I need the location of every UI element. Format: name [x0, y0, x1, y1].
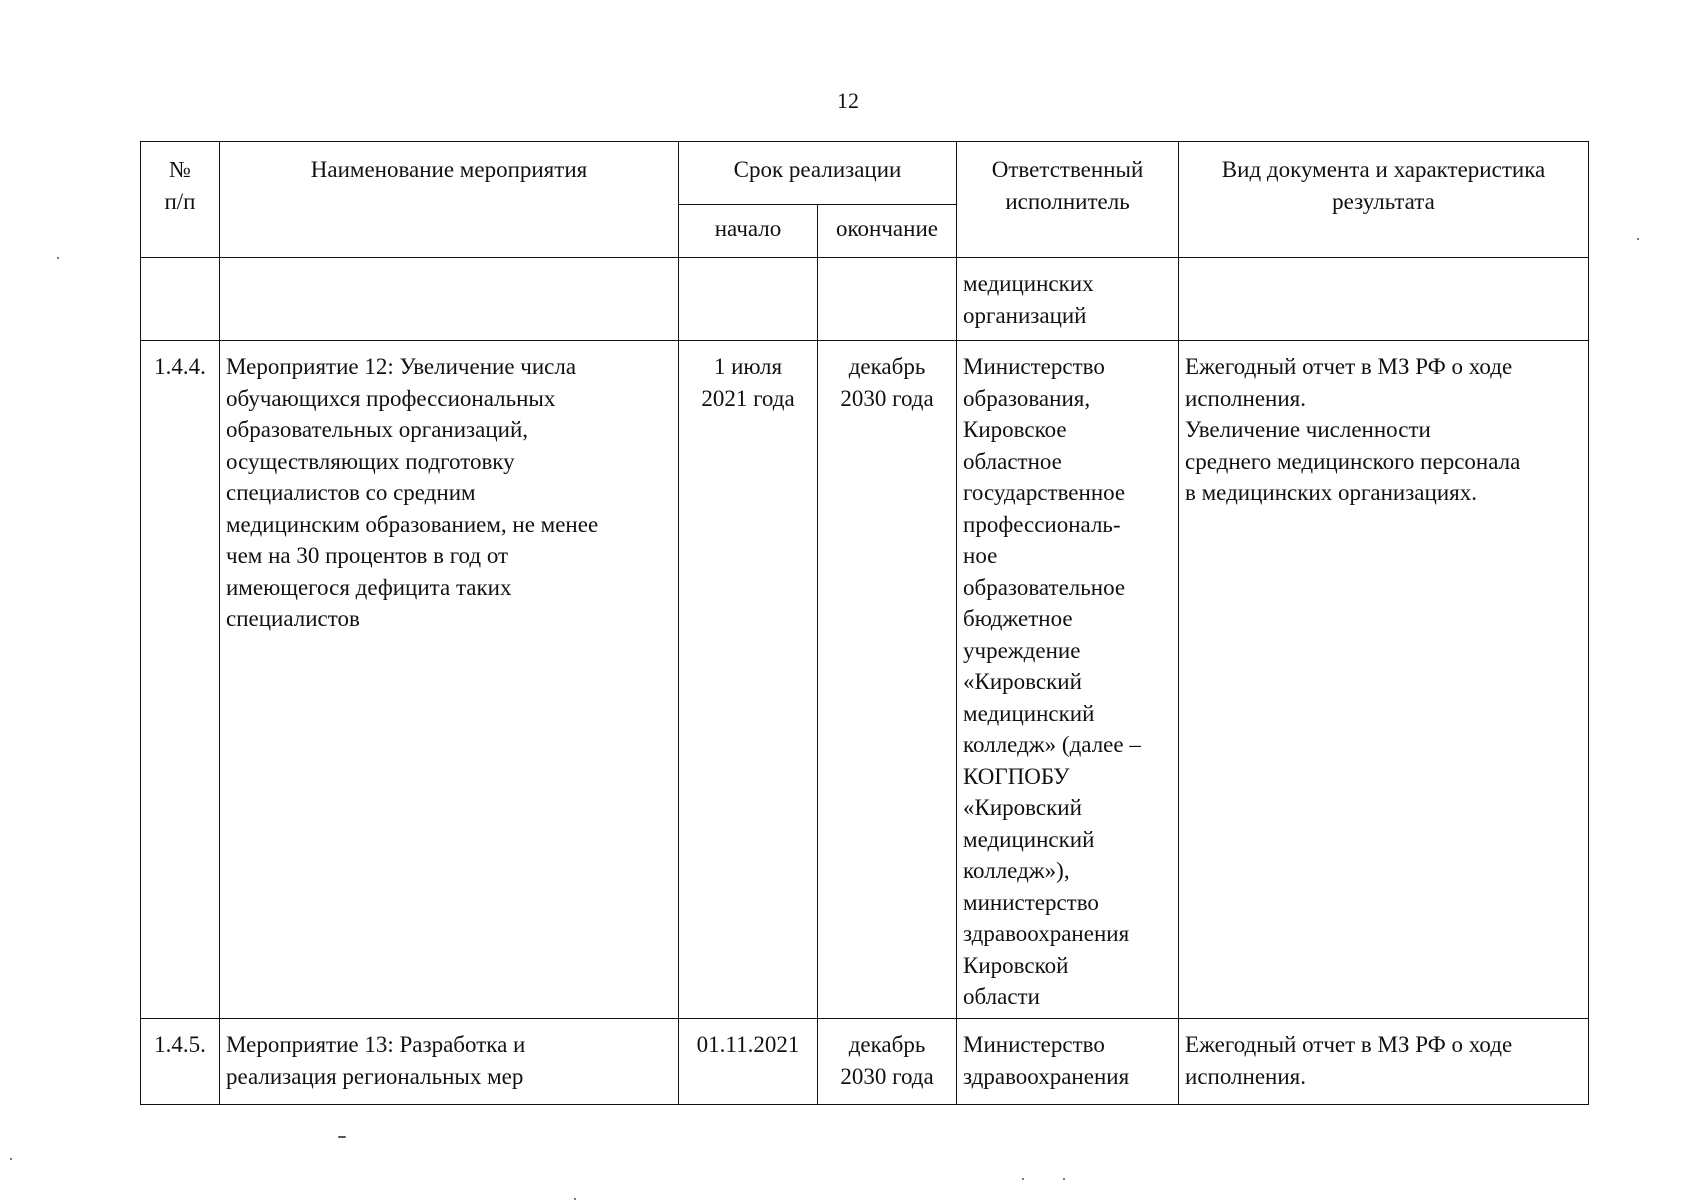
row-result	[1179, 258, 1589, 341]
table-row	[141, 258, 1589, 341]
row-name: Мероприятие 12: Увеличение числа обучающихся профессиональных образовательных организаций, осуществляющих подготовку специалистов со средним медицинским образованием, не менее чем на 30 процентов в год от имеющегося дефицита таких специалистов	[220, 341, 679, 1019]
header-end: окончание	[818, 205, 957, 258]
row-result: Ежегодный отчет в МЗ РФ о ходе исполнения.	[1179, 1019, 1589, 1105]
header-name: Наименование мероприятия	[220, 142, 679, 258]
row-responsible: Министерство здравоохранения	[957, 1019, 1179, 1105]
row-start	[679, 258, 818, 341]
header-row-1	[141, 142, 1589, 205]
page-number: 12	[837, 88, 859, 113]
header-result: Вид документа и характеристика результата	[1179, 142, 1589, 258]
scan-speck	[10, 1158, 12, 1160]
header-start: начало	[679, 205, 818, 258]
table-row	[141, 341, 1589, 1019]
scan-speck	[1022, 1178, 1024, 1180]
row-start: 1 июля 2021 года	[679, 341, 818, 1019]
header-period: Срок реализации	[679, 142, 957, 205]
row-start: 01.11.2021	[679, 1019, 818, 1105]
row-end	[818, 258, 957, 341]
table-row	[141, 1019, 1589, 1105]
measures-table	[140, 141, 1589, 1105]
header-responsible: Ответственный исполнитель	[957, 142, 1179, 258]
row-responsible: медицинских организаций	[957, 258, 1179, 341]
row-name	[220, 258, 679, 341]
scan-speck	[1637, 238, 1639, 240]
row-name: Мероприятие 13: Разработка и реализация региональных мер	[220, 1019, 679, 1105]
row-result: Ежегодный отчет в МЗ РФ о ходе исполнения. Увеличение численности среднего медицинского персонала в медицинских организациях.	[1179, 341, 1589, 1019]
scan-speck	[1063, 1178, 1065, 1180]
row-num: 1.4.4.	[141, 341, 220, 1019]
scan-speck	[57, 257, 59, 259]
header-num: № п/п	[141, 142, 220, 258]
row-num: 1.4.5.	[141, 1019, 220, 1105]
row-num	[141, 258, 220, 341]
row-responsible: Министерство образования, Кировское областное государственное профессиональ- ное образовательное бюджетное учреждение «Кировский медицинский колледж» (далее – КОГПОБУ «Кировский медицинский колледж»), министерство здравоохранения Кировской области	[957, 341, 1179, 1019]
scan-speck	[338, 1136, 346, 1138]
row-end: декабрь 2030 года	[818, 341, 957, 1019]
row-end: декабрь 2030 года	[818, 1019, 957, 1105]
